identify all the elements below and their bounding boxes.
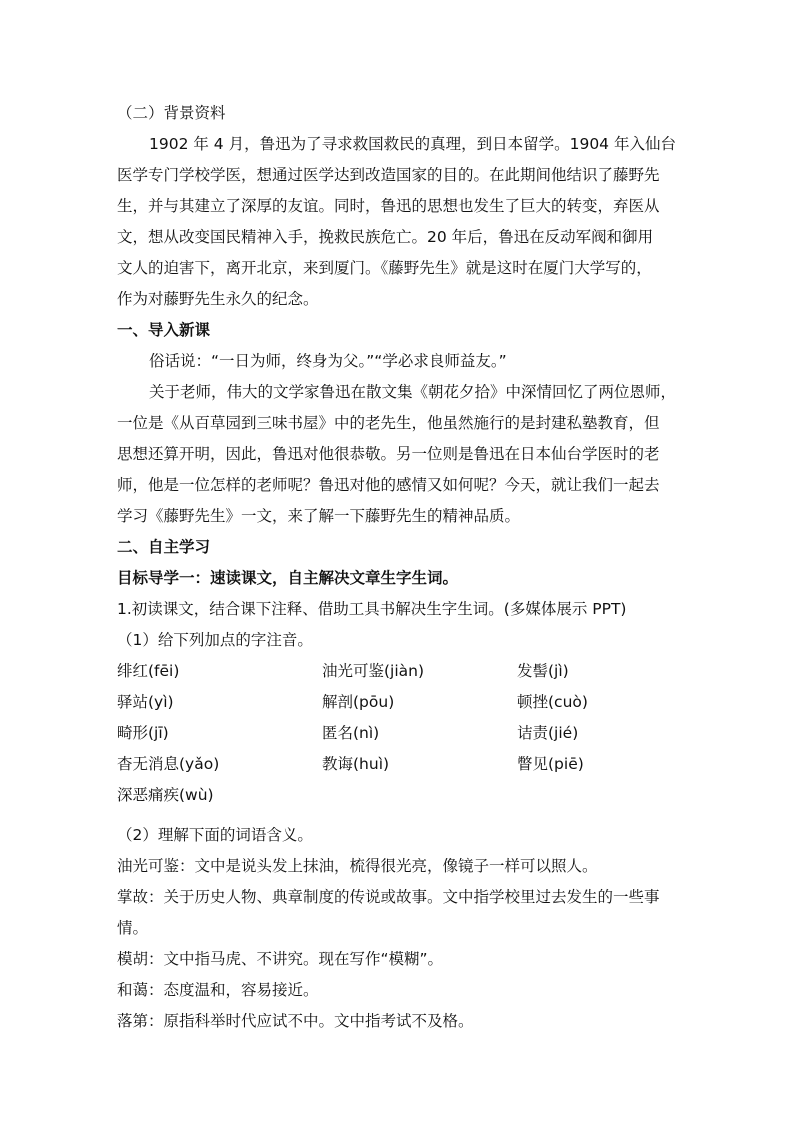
background-para-line: 文，想从改变国民精神入手，挽救民族危亡。20 年后，鲁迅在反动军阀和御用 [117,228,654,246]
background-para-line: 文人的迫害下，离开北京，来到厦门。《藤野先生》就是这时在厦门大学写的， [117,259,652,277]
intro-heading: 一、导入新课 [117,321,211,339]
study-goal: 目标导学一：速读课文，自主解决文章生字生词。 [117,569,459,587]
background-title: （二）背景资料 [117,104,226,122]
vocab-item: 瞥见(piē) [517,755,584,773]
vocab-item: 深恶痛疾(wù) [117,786,214,804]
intro-para-line: 师，他是一位怎样的老师呢？鲁迅对他的感情又如何呢？今天，就让我们一起去 [117,476,660,494]
vocab-item: 绯红(fēi) [117,662,180,680]
intro-para-line: 学习《藤野先生》一文，来了解一下藤野先生的精神品质。 [117,507,521,525]
meaning-line: 掌故：关于历史人物、典章制度的传说或故事。文中指学校里过去发生的一些事 [117,888,660,906]
background-para-line: 医学专门学校学医，想通过医学达到改造国家的目的。在此期间他结识了藤野先 [117,166,660,184]
document-content [117,98,677,1037]
meaning-line: 落第：原指科举时代应试不中。文中指考试不及格。 [117,1012,474,1030]
background-para-line: 1902 年 4 月，鲁迅为了寻求救国救民的真理，到日本留学。1904 年入仙台 [149,135,676,153]
spacer [117,811,677,820]
vocab-item [517,780,677,811]
vocab-row [117,749,677,780]
vocab-item: 顿挫(cuò) [517,693,588,711]
vocab-item [322,780,517,811]
meaning-line: 模胡：文中指马虎、不讲究。现在写作“模糊”。 [117,950,444,968]
vocab-item: 杳无消息(yǎo) [117,755,220,773]
vocab-item: 匿名(nì) [322,724,380,742]
vocab-item: 解剖(pōu) [322,693,395,711]
study-heading: 二、自主学习 [117,538,211,556]
vocab-row [117,656,677,687]
intro-para-line: 一位是《从百草园到三味书屋》中的老先生，他虽然施行的是封建私塾教育，但 [117,414,660,432]
intro-saying: 俗话说：“一日为师，终身为父。”“学必求良师益友。” [149,352,507,370]
intro-para-line: 关于老师，伟大的文学家鲁迅在散文集《朝花夕拾》中深情回忆了两位恩师， [149,383,677,401]
vocab-item: 发髻(jì) [517,662,569,680]
background-para-line: 生，并与其建立了深厚的友谊。同时，鲁迅的思想也发生了巨大的转变，弃医从 [117,197,660,215]
vocab-item: 诘责(jié) [517,724,579,742]
vocab-row [117,718,677,749]
meaning-line: 情。 [117,919,149,937]
meaning-line: 和蔼：态度温和，容易接近。 [117,981,319,999]
vocab-row [117,687,677,718]
vocab-item: 油光可鉴(jiàn) [322,662,425,680]
study-subtask: （2）理解下面的词语含义。 [117,826,313,844]
vocab-item: 教诲(huì) [322,755,390,773]
intro-para-line: 思想还算开明，因此，鲁迅对他很恭敬。另一位则是鲁迅在日本仙台学医时的老 [117,445,660,463]
vocab-item: 畸形(jī) [117,724,169,742]
study-task: 1.初读课文，结合课下注释、借助工具书解决生字生词。(多媒体展示 PPT) [117,600,627,618]
background-para-line: 作为对藤野先生永久的纪念。 [117,290,319,308]
vocab-item: 驿站(yì) [117,693,174,711]
study-subtask: （1）给下列加点的字注音。 [117,631,313,649]
vocab-row [117,780,677,811]
meaning-line: 油光可鉴：文中是说头发上抹油，梳得很光亮，像镜子一样可以照人。 [117,857,598,875]
